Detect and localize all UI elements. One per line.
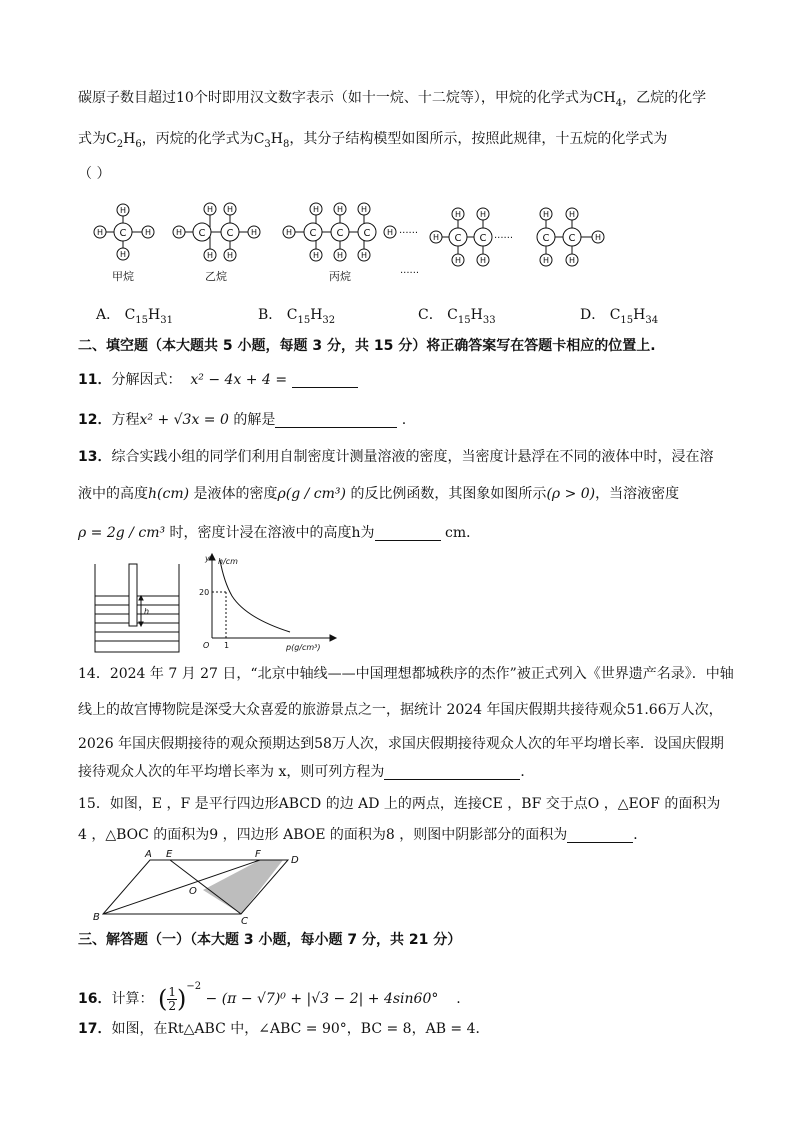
svg-text:y: y bbox=[205, 554, 210, 563]
svg-text:C: C bbox=[309, 228, 317, 239]
svg-text:H: H bbox=[119, 206, 127, 215]
svg-text:H: H bbox=[454, 210, 462, 219]
q10-line1: 碳原子数目超过10个时即用汉文数字表示（如十一烷、十二烷等），甲烷的化学式为$CH_4$，乙烷的化学 bbox=[78, 90, 707, 109]
svg-text:A: A bbox=[145, 849, 152, 860]
question-17: 17．如图，在Rt△ABC 中，∠ABC = 90°，BC = 8，AB = 4． bbox=[78, 1021, 490, 1037]
svg-text:H: H bbox=[206, 251, 214, 260]
question-13-line2: 液中的高度h(cm) 是液体的密度ρ(g / cm³) 的反比例函数，其图象如图所示(ρ > 0)，当溶液密度 bbox=[78, 486, 680, 502]
svg-text:p(g/cm³): p(g/cm³) bbox=[286, 643, 321, 652]
svg-text:C: C bbox=[542, 233, 550, 244]
svg-text:H: H bbox=[250, 228, 258, 237]
q10-line2: 式为$C_2H_6$，丙烷的化学式为$C_3H_8$，其分子结构模型如图所示，按照此规律，十五烷的化学式为 bbox=[78, 131, 668, 150]
svg-text:H: H bbox=[568, 210, 576, 219]
svg-text:C: C bbox=[119, 228, 127, 239]
svg-text:H: H bbox=[336, 251, 344, 260]
svg-text:D: D bbox=[291, 855, 299, 866]
svg-text:H: H bbox=[542, 210, 550, 219]
svg-text:E: E bbox=[166, 849, 173, 860]
answer-blank-12[interactable] bbox=[275, 411, 397, 428]
option-c[interactable]: C． $C_{15}H_{33}$ bbox=[418, 307, 496, 326]
parallelogram-diagram bbox=[88, 846, 318, 926]
svg-text:20: 20 bbox=[199, 588, 210, 597]
svg-text:H: H bbox=[226, 251, 234, 260]
option-d[interactable]: D． $C_{15}H_{34}$ bbox=[580, 307, 659, 326]
svg-text:H: H bbox=[285, 228, 293, 237]
svg-text:H: H bbox=[175, 228, 183, 237]
answer-blank-15[interactable] bbox=[567, 826, 633, 843]
question-14-line4: 接待观众人次的年平均增长率为 x，则可列方程为 ． bbox=[78, 764, 535, 780]
svg-text:丙烷: 丙烷 bbox=[329, 270, 351, 283]
svg-text:H: H bbox=[96, 228, 104, 237]
question-12: 12．方程x² + √3x = 0 的解是 . bbox=[78, 412, 407, 428]
svg-text:H: H bbox=[144, 228, 152, 237]
svg-text:H: H bbox=[454, 256, 462, 265]
answer-blank-14[interactable] bbox=[384, 763, 520, 780]
svg-text:H: H bbox=[360, 205, 368, 214]
section2-heading: 二、填空题（本大题共 5 小题，每题 3 分，共 15 分）将正确答案写在答题卡相应的位置上. bbox=[78, 338, 656, 354]
svg-text:h: h bbox=[144, 607, 150, 616]
svg-text:······: ······ bbox=[494, 233, 514, 244]
answer-blank-11[interactable] bbox=[292, 371, 358, 388]
question-15-line2: 4 ，△BOC 的面积为9 ，四边形 ABOE 的面积为8 ，则图中阴影部分的面积为 ． bbox=[78, 827, 648, 843]
q10-answer-paren: （ ） bbox=[78, 166, 111, 182]
svg-text:H: H bbox=[119, 250, 127, 259]
svg-text:F: F bbox=[255, 849, 261, 860]
svg-text:乙烷: 乙烷 bbox=[205, 270, 227, 283]
svg-text:C: C bbox=[336, 228, 344, 239]
svg-text:H: H bbox=[594, 233, 602, 242]
svg-text:1: 1 bbox=[224, 641, 230, 650]
svg-text:H: H bbox=[568, 256, 576, 265]
option-a[interactable]: A． $C_{15}H_{31}$ bbox=[96, 307, 173, 326]
svg-text:H: H bbox=[312, 251, 320, 260]
svg-text:C: C bbox=[241, 916, 248, 926]
question-16: 16．计算： ( $\frac{1}{2}$ )$^{-2}$ − (π − √7)⁰ + |√3 − 2| + 4sin60° . bbox=[78, 981, 461, 1013]
answer-blank-13[interactable] bbox=[375, 524, 441, 541]
svg-text:C: C bbox=[198, 228, 206, 239]
svg-text:C: C bbox=[568, 233, 576, 244]
svg-text:h/cm: h/cm bbox=[218, 557, 238, 566]
svg-text:H: H bbox=[312, 205, 320, 214]
svg-text:H: H bbox=[360, 251, 368, 260]
svg-text:H: H bbox=[479, 256, 487, 265]
svg-text:甲烷: 甲烷 bbox=[112, 270, 134, 283]
question-13-line1: 13．综合实践小组的同学们利用自制密度计测量溶液的密度，当密度计悬浮在不同的液体中时，浸在溶 bbox=[78, 449, 714, 465]
svg-text:B: B bbox=[93, 912, 100, 923]
alkane-molecule-diagram bbox=[88, 196, 628, 296]
svg-text:O: O bbox=[189, 886, 197, 897]
inverse-proportion-graph bbox=[190, 552, 350, 652]
question-14-line2: 线上的故宫博物院是深受大众喜爱的旅游景点之一，据统计 2024 年国庆假期共接待观众51.66万人次， bbox=[78, 702, 723, 718]
svg-text:C: C bbox=[226, 228, 234, 239]
svg-text:H: H bbox=[542, 256, 550, 265]
svg-text:C: C bbox=[363, 228, 371, 239]
svg-text:H: H bbox=[386, 228, 394, 237]
option-b[interactable]: B． $C_{15}H_{32}$ bbox=[258, 307, 336, 326]
question-13-line3: ρ = 2g / cm³ 时，密度计浸在溶液中的高度h为 cm． bbox=[78, 525, 481, 541]
question-15-line1: 15．如图，E ，F 是平行四边形ABCD 的边 AD 上的两点，连接CE ，BF 交于点O ，△EOF 的面积为 bbox=[78, 796, 721, 812]
density-meter-beaker bbox=[93, 560, 183, 656]
svg-text:O: O bbox=[203, 641, 210, 650]
svg-text:······: ······ bbox=[399, 228, 419, 239]
svg-text:C: C bbox=[454, 233, 462, 244]
svg-text:H: H bbox=[336, 205, 344, 214]
svg-text:H: H bbox=[206, 205, 214, 214]
svg-text:C: C bbox=[479, 233, 487, 244]
section3-heading: 三、解答题（一）（本大题 3 小题，每小题 7 分，共 21 分） bbox=[78, 932, 462, 948]
svg-text:H: H bbox=[479, 210, 487, 219]
question-11: 11．分解因式： x² − 4x + 4 = bbox=[78, 370, 358, 390]
svg-text:H: H bbox=[226, 205, 234, 214]
svg-text:······: ······ bbox=[400, 268, 420, 279]
question-14-line1: 14．2024 年 7 月 27 日，“北京中轴线——中国理想都城秩序的杰作”被正式列入《世界遗产名录》．中轴 bbox=[78, 666, 734, 682]
question-14-line3: 2026 年国庆假期接待的观众预期达到58万人次，求国庆假期接待观众人次的年平均增长率．设国庆假期 bbox=[78, 736, 724, 752]
svg-text:H: H bbox=[432, 233, 440, 242]
